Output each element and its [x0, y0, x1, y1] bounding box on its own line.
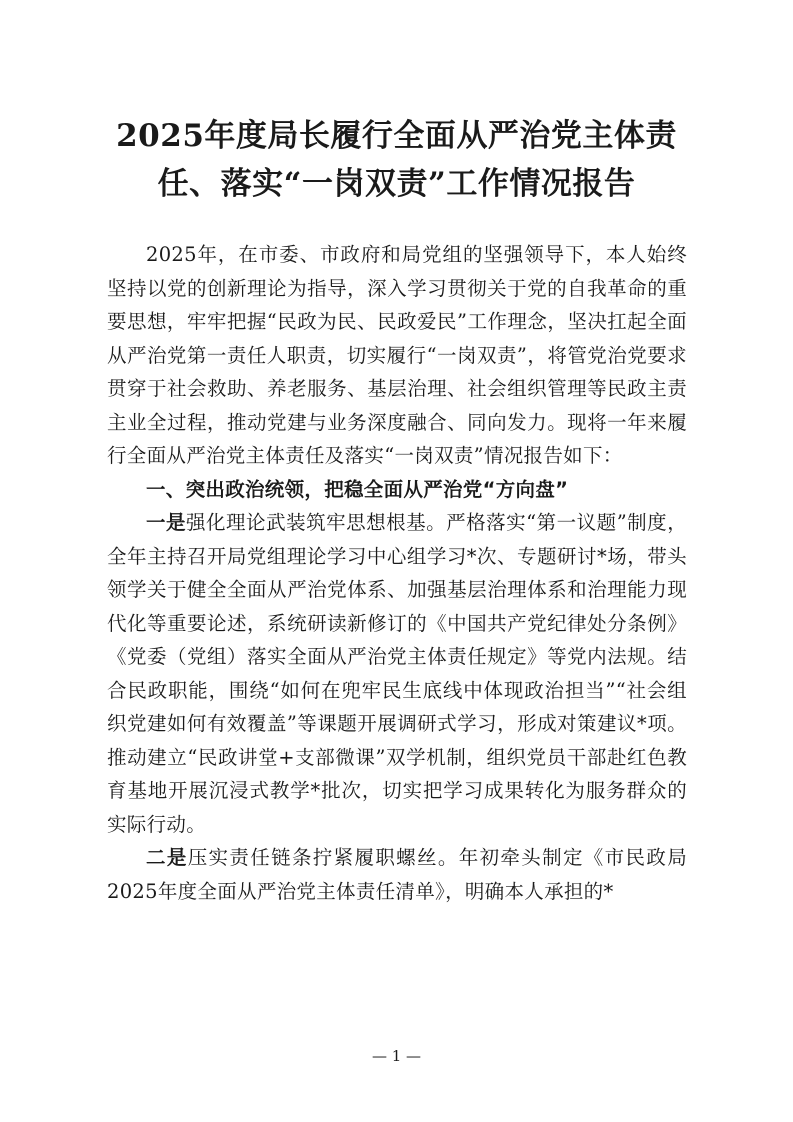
- title-line-2: 任、落实“一岗双责”工作情况报告: [157, 166, 636, 202]
- intro-paragraph: 2025年，在市委、市政府和局党组的坚强领导下，本人始终坚持以党的创新理论为指导，深入学习贯彻关于党的自我革命的重要思想，牢牢把握“民政为民、民政爱民”工作理念，坚决扛起全面从严治党第一责任人职责，切实履行“一岗双责”，将管党治党要求贯穿于社会救助、养老服务、基层治理、社会组织管理等民政主责主业全过程，推动党建与业务深度融合、同向发力。现将一年来履行全面从严治党主体责任及落实“一岗双责”情况报告如下：: [107, 243, 687, 467]
- page-number: — 1 —: [371, 1047, 422, 1065]
- point-2-text: 压实责任链条拧紧履职螺丝。年初牵头制定《市民政局2025年度全面从严治党主体责任清单》，明确本人承担的*: [107, 846, 687, 903]
- point-1-text: 强化理论武装筑牢思想根基。严格落实“第一议题”制度，全年主持召开局党组理论学习中心组学习*次、专题研讨*场，带头领学关于健全全面从严治党体系、加强基层治理体系和治理能力现代化等重要论述，系统研读新修订的《中国共产党纪律处分条例》《党委（党组）落实全面从严治党主体责任规定》等党内法规。结合民政职能，围绕“如何在兜牢民生底线中体现政治担当”“社会组织党建如何有效覆盖”等课题开展调研式学习，形成对策建议*项。推动建立“民政讲堂+支部微课”双学机制，组织党员干部赴红色教育基地开展沉浸式教学*批次，切实把学习成果转化为服务群众的实际行动。: [107, 511, 687, 836]
- point-2-lead: 二是: [146, 846, 188, 869]
- section-heading-1: 一、突出政治统领，把稳全面从严治党“方向盘”: [146, 477, 569, 501]
- point-1-lead: 一是: [146, 511, 187, 534]
- document-title: [100, 112, 693, 208]
- paragraph-point-1: [107, 506, 687, 841]
- title-line-1: 2025年度局长履行全面从严治党主体责: [116, 118, 677, 154]
- paragraph-point-2: [107, 841, 687, 908]
- document-body: [107, 238, 687, 908]
